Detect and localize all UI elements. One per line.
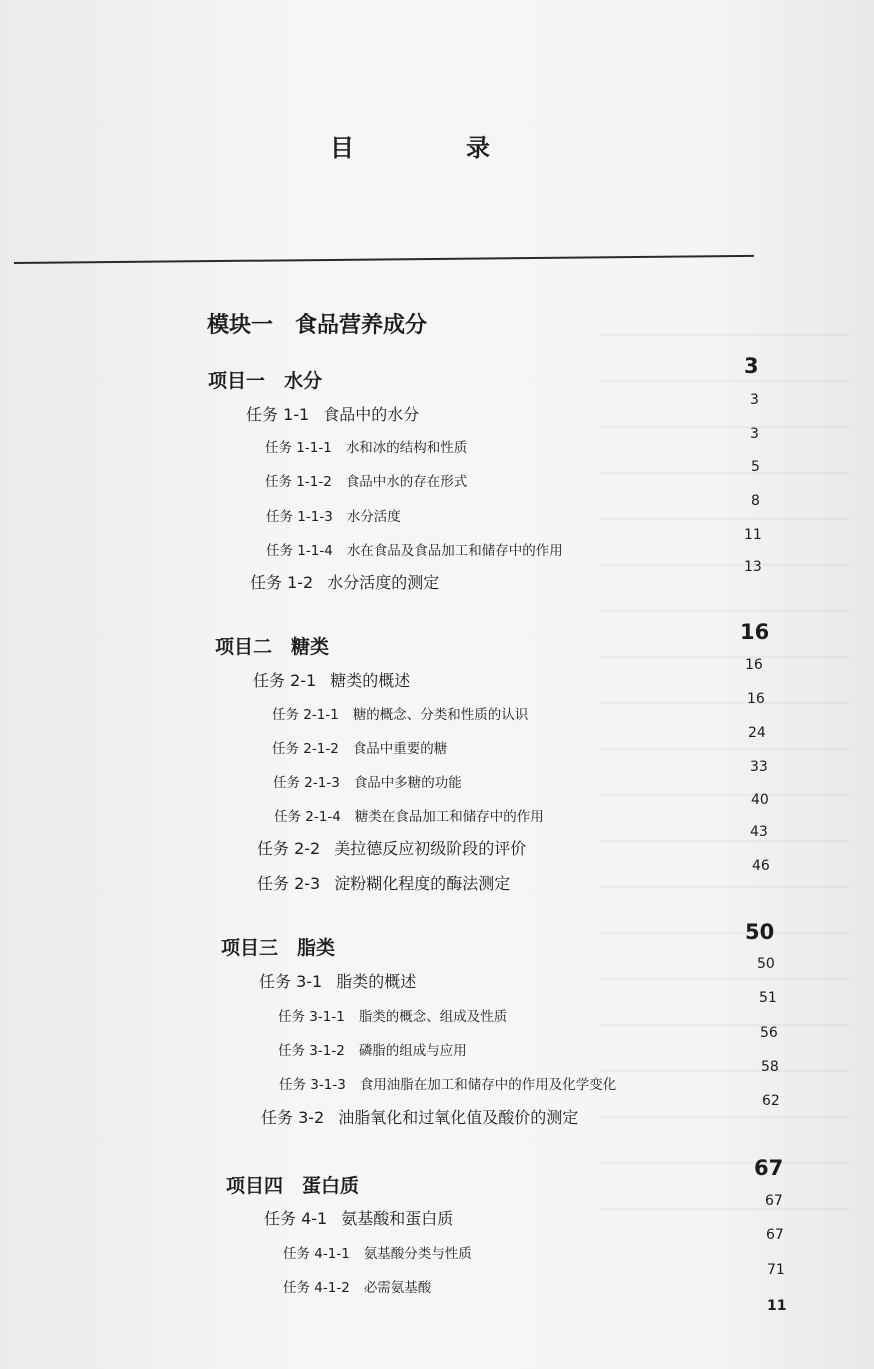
task-page-number: 62 [762, 1093, 780, 1109]
task-page-number: 13 [744, 559, 762, 575]
task-code: 任务 3-2 [261, 1108, 325, 1127]
subtask-code: 任务 1-1-3 [266, 509, 333, 525]
toc-task[interactable] [253, 668, 410, 691]
subtask-page-number: 5 [751, 459, 760, 475]
subtask-title: 食用油脂在加工和储存中的作用及化学变化 [359, 1077, 617, 1093]
task-page-number: 46 [752, 858, 770, 874]
task-page-number: 50 [757, 956, 775, 972]
task-title: 氨基酸和蛋白质 [341, 1209, 454, 1228]
subtask-code: 任务 1-1-1 [265, 440, 332, 456]
subtask-code: 任务 1-1-4 [266, 543, 333, 559]
task-page-number: 16 [745, 657, 763, 673]
subtask-page-number: 56 [760, 1025, 778, 1041]
toc-subtask[interactable] [274, 805, 544, 825]
task-title: 食品中的水分 [323, 405, 420, 424]
task-page-number: 3 [750, 392, 759, 408]
task-page-number: 67 [765, 1193, 783, 1209]
project-heading[interactable]: 项目三 脂类 [221, 937, 336, 959]
subtask-page-number: 24 [748, 725, 766, 741]
subtask-code: 任务 2-1-2 [272, 741, 339, 757]
toc-subtask[interactable] [278, 1005, 507, 1025]
subtask-page-number: 33 [750, 759, 768, 775]
subtask-title: 水在食品及食品加工和储存中的作用 [346, 543, 563, 559]
project-page-number: 3 [744, 354, 759, 378]
subtask-page-number: 40 [751, 792, 769, 808]
toc-subtask[interactable] [273, 771, 462, 791]
subtask-title: 水和冰的结构和性质 [345, 440, 468, 456]
module-heading: 模块一 食品营养成分 [207, 313, 428, 338]
subtask-title: 食品中重要的糖 [352, 741, 448, 757]
subtask-title: 糖类在食品加工和储存中的作用 [354, 809, 544, 825]
subtask-title: 磷脂的组成与应用 [358, 1043, 467, 1059]
task-title: 糖类的概述 [330, 671, 411, 690]
subtask-code: 任务 3-1-2 [278, 1043, 345, 1059]
subtask-page-number: 3 [750, 426, 759, 442]
project-heading[interactable]: 项目四 蛋白质 [226, 1175, 360, 1197]
subtask-code: 任务 2-1-4 [274, 809, 341, 825]
subtask-title: 食品中水的存在形式 [345, 474, 468, 490]
subtask-title: 食品中多糖的功能 [353, 775, 462, 791]
toc-task[interactable] [259, 969, 416, 992]
toc-subtask[interactable] [266, 539, 563, 559]
show-through-text [600, 300, 850, 1300]
toc-subtask[interactable] [283, 1276, 431, 1296]
subtask-title: 氨基酸分类与性质 [363, 1246, 472, 1262]
project-page-number: 16 [740, 620, 770, 644]
toc-subtask[interactable] [278, 1039, 467, 1059]
subtask-code: 任务 1-1-2 [265, 474, 332, 490]
subtask-code: 任务 4-1-1 [283, 1246, 350, 1262]
subtask-title: 糖的概念、分类和性质的认识 [352, 707, 529, 723]
subtask-page-number: 11 [744, 527, 762, 543]
toc-subtask[interactable] [266, 505, 401, 525]
toc-task[interactable] [261, 1105, 578, 1128]
task-code: 任务 2-3 [257, 874, 321, 893]
task-code: 任务 4-1 [264, 1209, 328, 1228]
task-title: 水分活度的测定 [327, 573, 440, 592]
task-title: 油脂氧化和过氧化值及酸价的测定 [338, 1108, 579, 1127]
toc-task[interactable] [257, 871, 510, 894]
toc-task[interactable] [264, 1206, 453, 1229]
toc-subtask[interactable] [265, 470, 467, 490]
subtask-page-number: 8 [751, 493, 760, 509]
toc-subtask[interactable] [265, 436, 467, 456]
task-code: 任务 3-1 [259, 972, 323, 991]
subtask-code: 任务 2-1-3 [273, 775, 340, 791]
project-heading[interactable]: 项目二 糖类 [215, 636, 330, 658]
subtask-page-number: 67 [766, 1227, 784, 1243]
project-page-number: 67 [754, 1156, 784, 1180]
subtask-page-number: 51 [759, 990, 777, 1006]
task-code: 任务 1-1 [246, 405, 310, 424]
project-heading[interactable]: 项目一 水分 [208, 370, 323, 392]
subtask-code: 任务 4-1-2 [283, 1280, 350, 1296]
task-code: 任务 2-1 [253, 671, 317, 690]
subtask-page-number: 16 [747, 691, 765, 707]
subtask-page-number: 71 [767, 1262, 785, 1278]
project-page-number: 50 [745, 920, 775, 944]
task-title: 美拉德反应初级阶段的评价 [334, 839, 527, 858]
subtask-title: 水分活度 [346, 509, 401, 525]
subtask-title: 必需氨基酸 [363, 1280, 432, 1296]
task-page-number: 43 [750, 824, 768, 840]
toc-task[interactable] [250, 570, 439, 593]
subtask-page-number: 58 [761, 1059, 779, 1075]
toc-subtask[interactable] [272, 737, 447, 757]
page-footer-number: 11 [767, 1298, 787, 1314]
subtask-code: 任务 3-1-1 [278, 1009, 345, 1025]
subtask-code: 任务 3-1-3 [279, 1077, 346, 1093]
toc-subtask[interactable] [272, 703, 528, 723]
toc-subtask[interactable] [279, 1073, 616, 1093]
toc-task[interactable] [257, 836, 526, 859]
toc-subtask[interactable] [283, 1242, 472, 1262]
subtask-title: 脂类的概念、组成及性质 [358, 1009, 508, 1025]
task-code: 任务 1-2 [250, 573, 314, 592]
task-title: 脂类的概述 [336, 972, 417, 991]
task-title: 淀粉糊化程度的酶法测定 [334, 874, 511, 893]
subtask-code: 任务 2-1-1 [272, 707, 339, 723]
title-divider [14, 255, 754, 264]
page-title: 目 录 [330, 134, 534, 162]
toc-task[interactable] [246, 402, 419, 425]
task-code: 任务 2-2 [257, 839, 321, 858]
